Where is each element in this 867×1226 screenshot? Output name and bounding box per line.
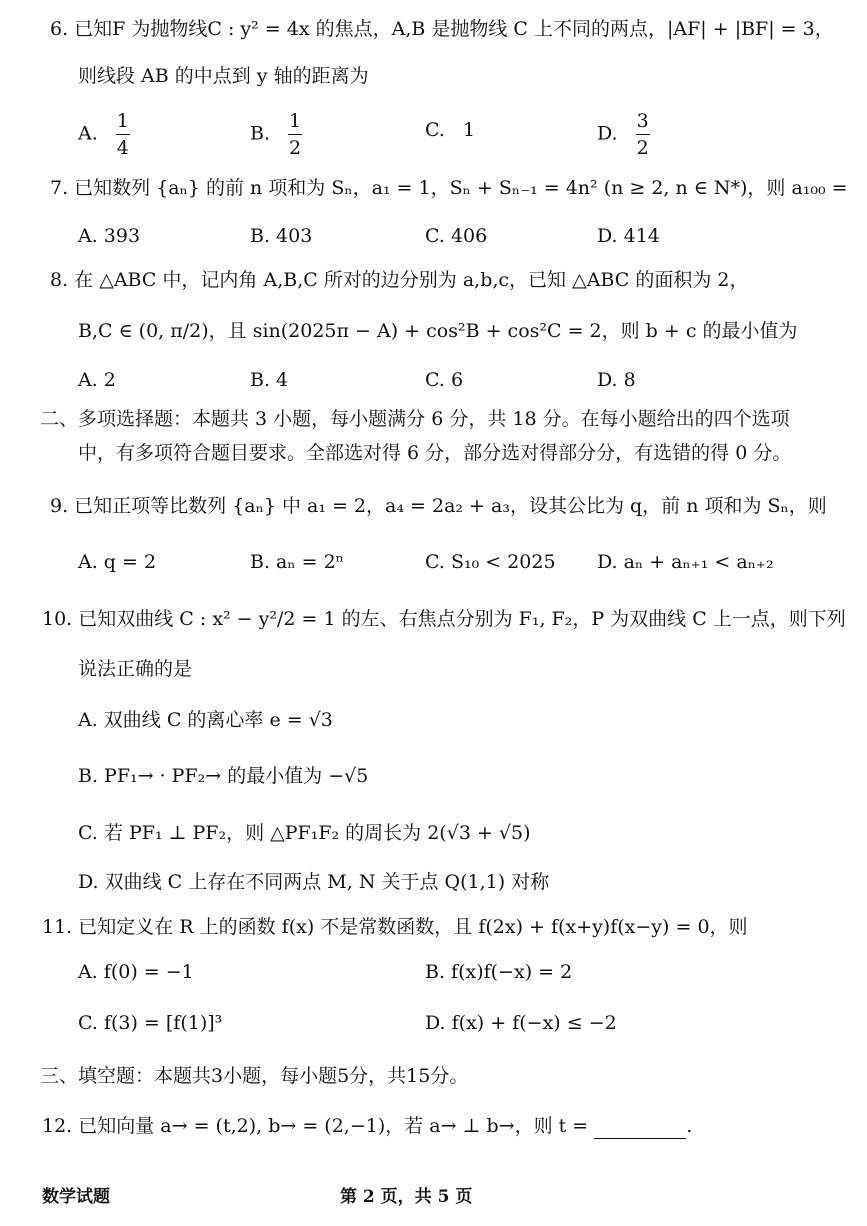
q10-option-d: D. 双曲线 C 上存在不同两点 M, N 关于点 Q(1,1) 对称	[78, 871, 550, 893]
q8-option-b: B. 4	[250, 369, 289, 391]
fraction	[636, 108, 650, 161]
q6-option-a	[78, 108, 130, 161]
q9-option-c: C. S₁₀ < 2025	[425, 551, 556, 573]
q6-option-d	[597, 108, 650, 161]
numerator: 1	[116, 110, 129, 132]
denominator: 2	[636, 137, 649, 159]
q9-option-b: B. aₙ = 2ⁿ	[250, 551, 344, 573]
numerator: 1	[289, 110, 302, 132]
q12-line1	[42, 1113, 692, 1139]
section2-heading-line2: 中，有多项符合题目要求。全部选对得 6 分，部分选对得部分分，有选错的得 0 分。	[78, 442, 792, 464]
q6-line2: 则线段 AB 的中点到 y 轴的距离为	[78, 65, 369, 87]
q10-option-c: C. 若 PF₁ ⊥ PF₂，则 △PF₁F₂ 的周长为 2(√3 + √5)	[78, 822, 531, 844]
denominator: 2	[289, 137, 302, 159]
q7-option-c: C. 406	[425, 225, 488, 247]
section3-heading: 三、填空题：本题共3小题，每小题5分，共15分。	[40, 1065, 469, 1087]
q7-line1: 7. 已知数列 {aₙ} 的前 n 项和为 Sₙ，a₁ = 1，Sₙ + Sₙ₋₁ = 4n² (n ≥ 2, n ∈ N*)，则 a₁₀₀ =	[50, 177, 848, 199]
q6-option-c	[425, 117, 475, 143]
q9-option-d: D. aₙ + aₙ₊₁ < aₙ₊₂	[597, 551, 774, 573]
q11-option-c: C. f(3) = [f(1)]³	[78, 1012, 223, 1034]
q12-text: 12. 已知向量 a→ = (t,2), b→ = (2,−1)，若 a→ ⊥ b→，则 t =	[42, 1115, 589, 1137]
q9-option-a: A. q = 2	[78, 551, 157, 573]
q10-option-a: A. 双曲线 C 的离心率 e = √3	[78, 709, 333, 731]
q10-line1: 10. 已知双曲线 C : x² − y²/2 = 1 的左、右焦点分别为 F₁, F₂，P 为双曲线 C 上一点，则下列	[42, 608, 846, 630]
footer-page-number: 第 2 页，共 5 页	[340, 1187, 473, 1207]
q11-option-b: B. f(x)f(−x) = 2	[425, 961, 573, 983]
denominator: 4	[116, 137, 129, 159]
q7-option-b: B. 403	[250, 225, 313, 247]
q6-line1: 6. 已知F 为抛物线C : y² = 4x 的焦点，A,B 是抛物线 C 上不同的两点，|AF| + |BF| = 3，	[50, 18, 834, 40]
option-label: B.	[250, 122, 271, 145]
q8-option-a: A. 2	[78, 369, 116, 391]
q11-option-d: D. f(x) + f(−x) ≤ −2	[425, 1012, 617, 1034]
numerator: 3	[636, 110, 649, 132]
option-value: 1	[462, 119, 476, 141]
q8-line2: B,C ∈ (0, π/2)，且 sin(2025π − A) + cos²B + cos²C = 2，则 b + c 的最小值为	[78, 320, 798, 342]
q12-period: .	[686, 1115, 693, 1137]
q8-line1: 8. 在 △ABC 中，记内角 A,B,C 所对的边分别为 a,b,c，已知 △ABC 的面积为 2，	[50, 269, 749, 291]
option-label: D.	[597, 122, 618, 145]
q7-option-d: D. 414	[597, 225, 660, 247]
q7-option-a: A. 393	[78, 225, 141, 247]
q10-option-b: B. PF₁→ · PF₂→ 的最小值为 −√5	[78, 765, 369, 787]
q9-line1: 9. 已知正项等比数列 {aₙ} 中 a₁ = 2，a₄ = 2a₂ + a₃，设其公比为 q，前 n 项和为 Sₙ，则	[50, 495, 827, 517]
section2-heading-line1: 二、多项选择题：本题共 3 小题，每小题满分 6 分，共 18 分。在每小题给出的四个选项	[40, 408, 790, 430]
q6-option-b	[250, 108, 302, 161]
option-label: C.	[425, 119, 445, 141]
q8-option-d: D. 8	[597, 369, 636, 391]
fraction	[116, 108, 130, 161]
q8-option-c: C. 6	[425, 369, 464, 391]
footer-subject: 数学试题	[42, 1187, 110, 1207]
q11-line1: 11. 已知定义在 R 上的函数 f(x) 不是常数函数，且 f(2x) + f(x+y)f(x−y) = 0，则	[42, 916, 748, 938]
q10-line2: 说法正确的是	[78, 658, 193, 680]
q11-option-a: A. f(0) = −1	[78, 961, 194, 983]
option-label: A.	[78, 122, 98, 145]
answer-blank[interactable]	[594, 1120, 686, 1139]
fraction	[288, 108, 302, 161]
